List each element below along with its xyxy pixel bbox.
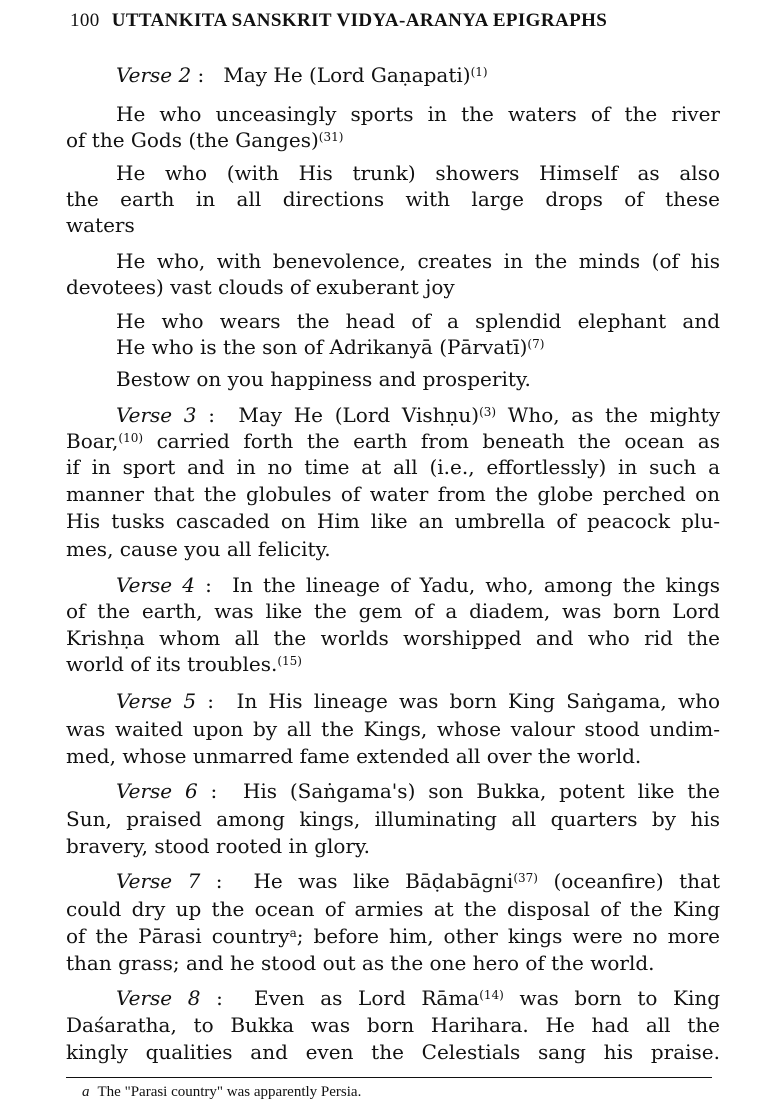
text-line <box>66 428 720 454</box>
verse-3-line-1: Verse 3 : May He (Lord Vishṇu)$^{(3)}$ Who, as the mighty <box>116 403 721 427</box>
text-line: He who wears the head of a splendid elephant and <box>116 309 720 333</box>
text-line <box>66 923 720 949</box>
text-line: mes, cause you all felicity. <box>66 537 331 561</box>
text-run: In His lineage was born King Saṅgama, who <box>236 689 721 713</box>
text-line: Krishṇa whom all the worlds worshipped and who rid the <box>66 626 720 650</box>
text-line: med, whose unmarred fame extended all over the world. <box>66 744 642 768</box>
verse-6-line-1: Verse 6 : His (Saṅgama's) son Bukka, potent like the <box>116 779 720 803</box>
text-run: He who is the son of Adrikanyā (Pārvatī) <box>116 335 528 359</box>
footnote-divider <box>66 1077 712 1078</box>
footnote-marker: a <box>82 1084 90 1100</box>
ref-marker: (10) <box>118 431 144 445</box>
verse-label: Verse 4 <box>116 573 195 597</box>
text-run: was born to King <box>519 986 721 1010</box>
verse-label: Verse 5 <box>116 689 197 713</box>
text-line: He who (with His trunk) showers Himself as also <box>116 161 720 185</box>
text-run: In the lineage of Yadu, who, among the kings <box>232 573 721 597</box>
text-run: His (Saṅgama's) son Bukka, potent like the <box>242 779 720 803</box>
verse-4-line-1: Verse 4 : In the lineage of Yadu, who, among the kings <box>116 573 721 597</box>
text-run: Even as Lord Rāma <box>254 986 480 1010</box>
text-line: Daśaratha, to Bukka was born Harihara. He had all the <box>66 1013 720 1037</box>
text-line: devotees) vast clouds of exuberant joy <box>66 275 455 299</box>
text-line <box>116 334 720 360</box>
text-line: He who unceasingly sports in the waters of the river <box>116 102 720 126</box>
text-run: of the Pārasi country <box>66 924 290 948</box>
text-run: May He (Lord Gaṇapati) <box>223 63 471 87</box>
verse-7-line-1: Verse 7 : He was like Bāḍabāgni$^{(37)}$ (oceanfire) that <box>116 869 721 893</box>
text-line: Sun, praised among kings, illuminating all quarters by his <box>66 807 720 831</box>
text-run: of the Gods (the Ganges) <box>66 128 319 152</box>
text-line: Bestow on you happiness and prosperity. <box>116 367 531 391</box>
text-line: waters <box>66 213 135 237</box>
text-line: He who, with benevolence, creates in the minds (of his <box>116 249 720 273</box>
text-line: was waited upon by all the Kings, whose valour stood undim- <box>66 717 720 741</box>
ref-marker: (14) <box>479 988 504 1002</box>
text-line <box>66 651 720 677</box>
text-run: He was like Bāḍabāgni <box>253 869 514 893</box>
ref-marker: (37) <box>513 871 538 885</box>
footnote-marker: a <box>289 926 297 940</box>
text-run: Boar, <box>66 429 119 453</box>
verse-label: Verse 8 <box>116 986 201 1010</box>
text-line: of the earth, was like the gem of a diadem, was born Lord <box>66 599 720 623</box>
text-line: than grass; and he stood out as the one hero of the world. <box>66 951 655 975</box>
ref-marker: (7) <box>527 337 545 351</box>
text-line: His tusks cascaded on Him like an umbrella of peacock plu- <box>66 509 720 533</box>
text-line: if in sport and in no time at all (i.e., effortlessly) in such a <box>66 455 720 479</box>
verse-2-line-1: Verse 2 : May He (Lord Gaṇapati)$^{(1)}$ <box>116 63 488 87</box>
text-line: could dry up the ocean of armies at the disposal of the King <box>66 897 720 921</box>
ref-marker: (1) <box>470 65 488 79</box>
verse-label: Verse 3 <box>116 403 197 427</box>
text-run: (oceanfire) that <box>553 869 721 893</box>
text-run: world of its troubles. <box>66 652 278 676</box>
text-line: bravery, stood rooted in glory. <box>66 834 370 858</box>
ref-marker: (15) <box>277 654 302 668</box>
footnote-text: The "Parasi country" was apparently Persia. <box>97 1084 362 1100</box>
verse-label: Verse 2 <box>116 63 192 87</box>
footnote <box>82 1084 361 1101</box>
page-header <box>70 10 607 32</box>
text-run: carried forth the earth from beneath the ocean as <box>156 429 720 453</box>
text-run: ; before him, other kings were no more <box>296 924 720 948</box>
text-line: kingly qualities and even the Celestials sang his praise. <box>66 1040 720 1064</box>
verse-5-line-1: Verse 5 : In His lineage was born King Saṅgama, who <box>116 689 721 713</box>
verse-label: Verse 6 <box>116 779 198 803</box>
text-line <box>66 127 720 153</box>
text-run: May He (Lord Vishṇu) <box>238 403 480 427</box>
ref-marker: (31) <box>318 130 344 144</box>
ref-marker: (3) <box>479 405 497 419</box>
verse-label: Verse 7 <box>116 869 201 893</box>
verse-8-line-1: Verse 8 : Even as Lord Rāma$^{(14)}$ was born to King <box>116 986 721 1010</box>
text-line: the earth in all directions with large drops of these <box>66 187 720 211</box>
page-number: 100 <box>70 10 100 31</box>
text-line: manner that the globules of water from the globe perched on <box>66 482 720 506</box>
text-run: Who, as the mighty <box>507 403 721 427</box>
running-title: UTTANKITA SANSKRIT VIDYA-ARANYA EPIGRAPHS <box>111 10 608 31</box>
